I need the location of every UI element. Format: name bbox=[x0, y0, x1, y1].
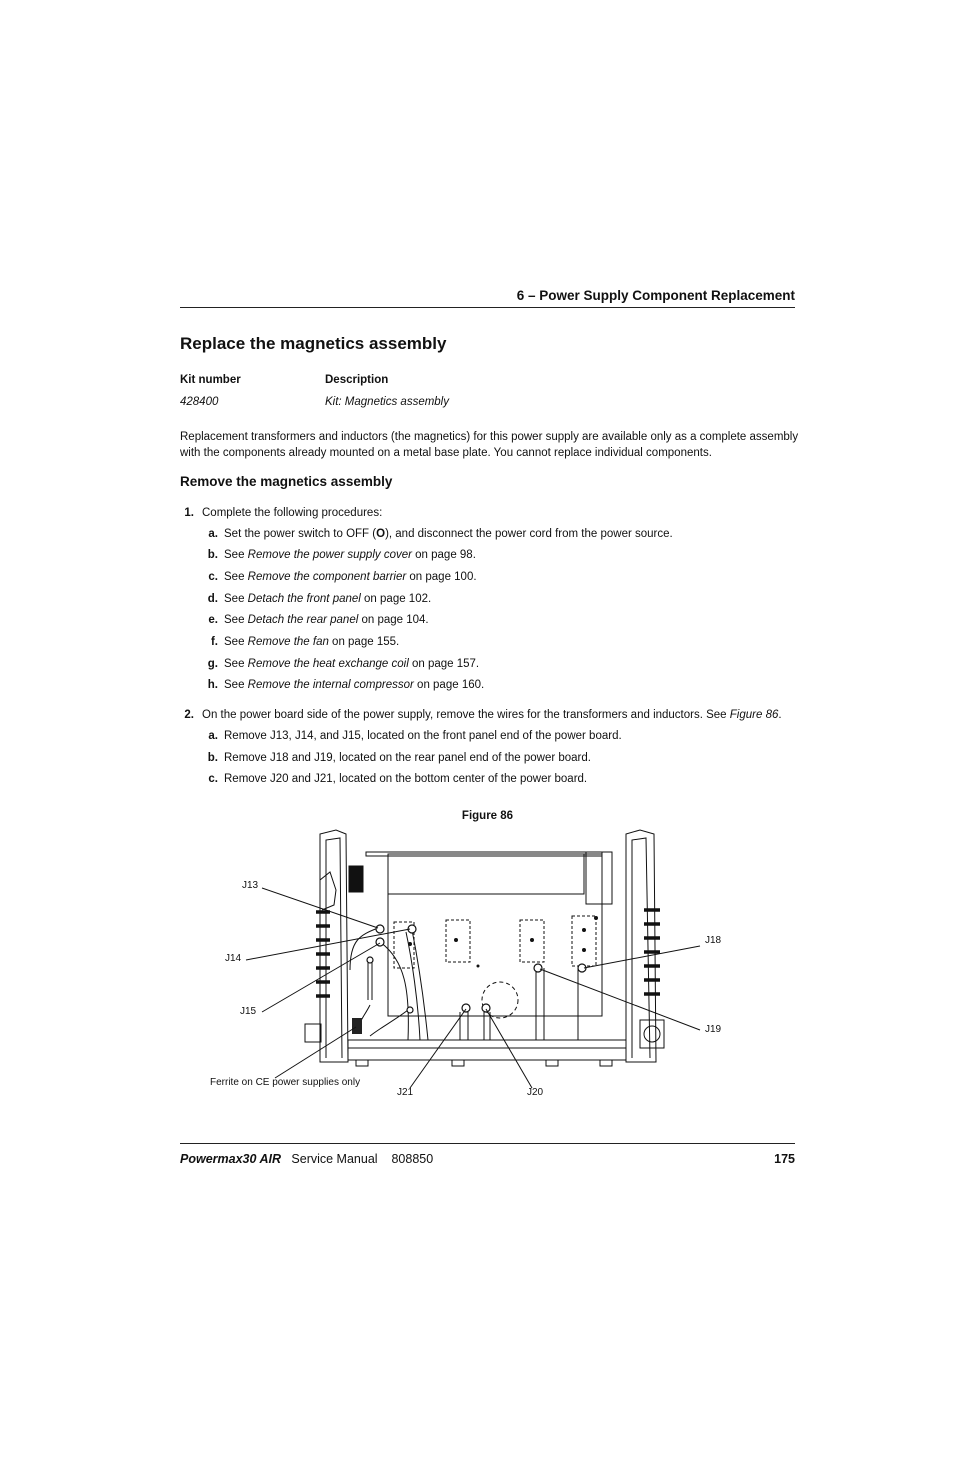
step-1-item-text: See Remove the component barrier on page 100. bbox=[224, 571, 477, 583]
step-1-item-letter: h. bbox=[207, 679, 218, 691]
step-1-item-letter: a. bbox=[208, 528, 218, 540]
subsection-title: Remove the magnetics assembly bbox=[180, 474, 393, 489]
power-board bbox=[366, 852, 612, 1040]
step-2-number: 2. bbox=[184, 709, 194, 721]
step-1-item-text: See Remove the power supply cover on page 98. bbox=[224, 549, 476, 561]
rear-panel-fins bbox=[644, 910, 660, 994]
step-1-text: Complete the following procedures: bbox=[202, 507, 383, 519]
step-2-text: On the power board side of the power supply, remove the wires for the transformers and inductors. See Figure 86. bbox=[202, 709, 782, 721]
step-2-item-letter: c. bbox=[208, 773, 218, 785]
step-2-item-letter: b. bbox=[207, 752, 218, 764]
connector-markers bbox=[367, 925, 586, 1013]
callout-j13: J13 bbox=[242, 880, 259, 891]
kit-number: 428400 bbox=[180, 396, 219, 408]
step-1-item-text: See Remove the fan on page 155. bbox=[224, 636, 400, 648]
rear-panel-illustration bbox=[626, 830, 664, 1062]
step-2-item-letter: a. bbox=[208, 730, 218, 742]
kit-description: Kit: Magnetics assembly bbox=[325, 396, 449, 408]
step-1-item-letter: g. bbox=[207, 658, 218, 670]
header-rule bbox=[180, 307, 795, 308]
step-1-number: 1. bbox=[184, 507, 194, 519]
footer-doc-info bbox=[180, 1152, 433, 1166]
footer-part-number: 808850 bbox=[391, 1152, 434, 1166]
step-1-item-letter: c. bbox=[208, 571, 218, 583]
callout-j14: J14 bbox=[225, 953, 242, 964]
kit-table-header-desc: Description bbox=[325, 374, 389, 386]
intro-paragraph: Replacement transformers and inductors (the magnetics) for this power supply are available only as a complete assembly with the components already mounted on a metal base plate. You cannot replace individual components. bbox=[180, 431, 799, 459]
chapter-heading: 6 – Power Supply Component Replacement bbox=[516, 288, 795, 303]
step-1-item-letter: b. bbox=[207, 549, 218, 561]
board-holes bbox=[408, 916, 598, 968]
chassis-base bbox=[348, 1040, 626, 1066]
step-1-item-text: See Remove the heat exchange coil on page 157. bbox=[224, 658, 480, 670]
callout-j19: J19 bbox=[705, 1024, 722, 1035]
step-1-item-letter: f. bbox=[210, 636, 218, 648]
callout-j20: J20 bbox=[527, 1087, 544, 1098]
front-panel-fins bbox=[316, 912, 330, 996]
section-title: Replace the magnetics assembly bbox=[180, 334, 447, 353]
kit-table-header-kit: Kit number bbox=[180, 374, 241, 386]
footer-product: Powermax30 AIR bbox=[180, 1152, 281, 1166]
page-number: 175 bbox=[774, 1152, 795, 1166]
footer-manual: Service Manual bbox=[291, 1152, 378, 1166]
step-2-item-text: Remove J13, J14, and J15, located on the front panel end of the power board. bbox=[224, 730, 622, 742]
magnetics-figure bbox=[200, 826, 760, 1106]
callout-ferrite: Ferrite on CE power supplies only bbox=[210, 1077, 361, 1088]
step-1-item-text: Set the power switch to OFF (O), and disconnect the power cord from the power source. bbox=[224, 528, 673, 540]
step-2-item-text: Remove J18 and J19, located on the rear panel end of the power board. bbox=[224, 752, 591, 764]
callout-j15: J15 bbox=[240, 1006, 257, 1017]
callout-j21: J21 bbox=[397, 1087, 414, 1098]
footer-rule bbox=[180, 1143, 795, 1144]
step-1-item-letter: d. bbox=[207, 593, 218, 605]
step-1-item-text: See Remove the internal compressor on page 160. bbox=[224, 679, 485, 691]
step-1-item-letter: e. bbox=[208, 614, 218, 626]
step-2-item-text: Remove J20 and J21, located on the bottom center of the power board. bbox=[224, 773, 588, 785]
step-1-item-text: See Detach the front panel on page 102. bbox=[224, 593, 432, 605]
step-1-item-text: See Detach the rear panel on page 104. bbox=[224, 614, 429, 626]
callout-j18: J18 bbox=[705, 935, 722, 946]
figure-caption: Figure 86 bbox=[461, 810, 514, 822]
ferrite-core bbox=[352, 1018, 362, 1034]
